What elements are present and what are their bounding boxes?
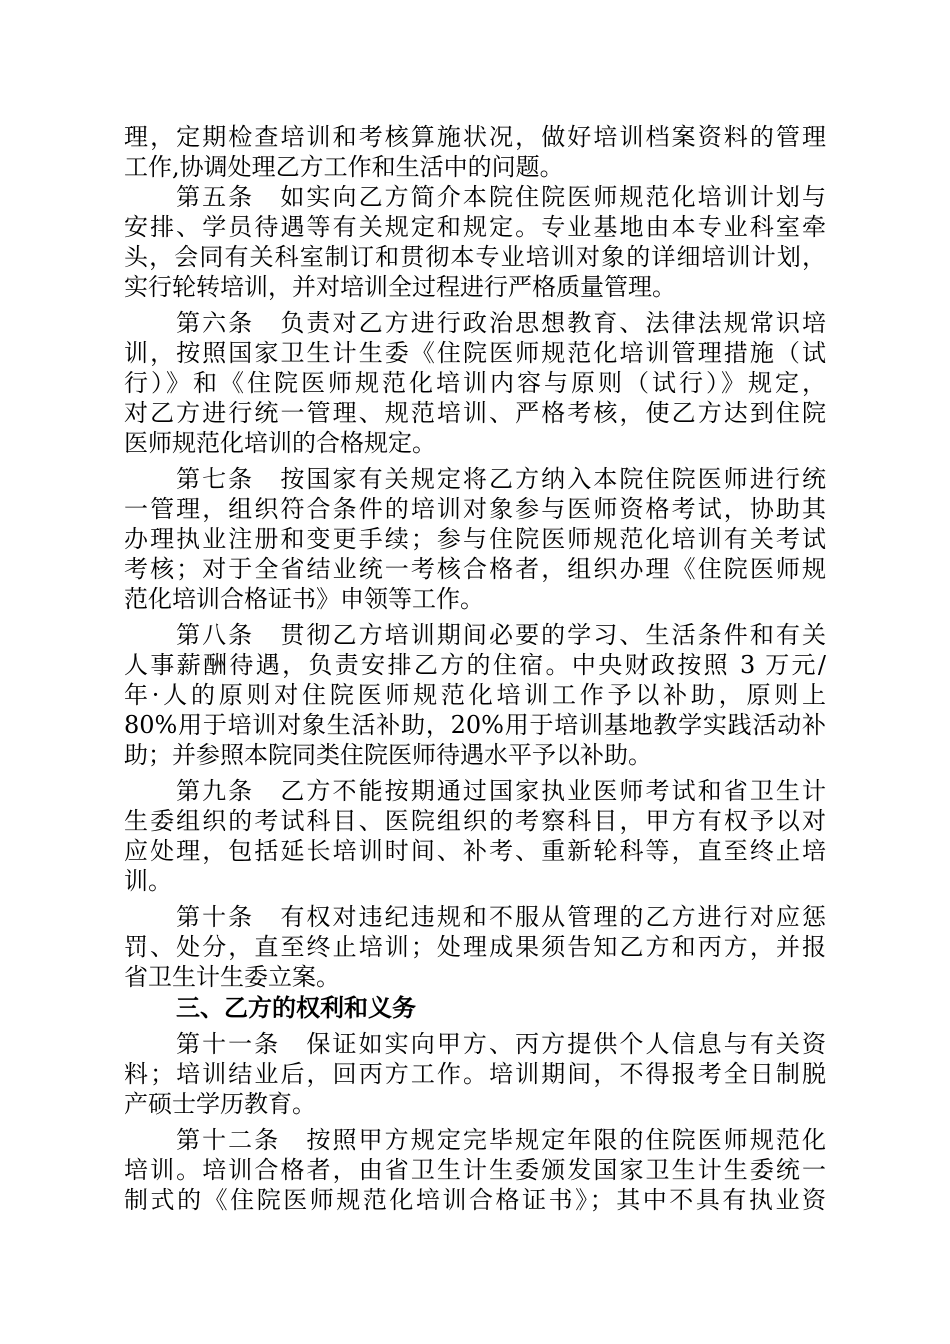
text-line: 料；培训结业后，回丙方工作。培训期间，不得报考全日制脱: [124, 1060, 826, 1088]
section-heading: 三、乙方的权利和义务: [176, 994, 416, 1022]
text-line: 80%用于培训对象生活补助，20%用于培训基地教学实践活动补: [124, 711, 826, 739]
article-10-start: 第十条 有权对违纪违规和不服从管理的乙方进行对应惩: [176, 903, 826, 931]
article-12-start: 第十二条 按照甲方规定完毕规定年限的住院医师规范化: [176, 1126, 826, 1154]
text-line: 实行轮转培训，并对培训全过程进行严格质量管理。: [124, 273, 676, 301]
text-line: 制式的《住院医师规范化培训合格证书》；其中不具有执业资: [124, 1186, 826, 1214]
article-8-start: 第八条 贯彻乙方培训期间必要的学习、生活条件和有关: [176, 621, 826, 649]
text-line: 医师规范化培训的合格规定。: [124, 429, 436, 457]
text-line: 训。: [124, 867, 172, 895]
text-line: 助；并参照本院同类住院医师待遇水平予以补助。: [124, 741, 652, 769]
text-line: 培训。培训合格者，由省卫生计生委颁发国家卫生计生委统一: [124, 1156, 826, 1184]
text-line: 罚、处分，直至终止培训；处理成果须告知乙方和丙方，并报: [124, 933, 826, 961]
text-line: 一管理，组织符合条件的培训对象参与医师资格考试，协助其: [124, 495, 826, 523]
article-7-start: 第七条 按国家有关规定将乙方纳入本院住院医师进行统: [176, 465, 826, 493]
text-line: 对乙方进行统一管理、规范培训、严格考核，使乙方达到住院: [124, 399, 826, 427]
text-line: 办理执业注册和变更手续；参与住院医师规范化培训有关考试: [124, 525, 826, 553]
text-line: 省卫生计生委立案。: [124, 963, 340, 991]
text-line: 行）》和《住院医师规范化培训内容与原则（试行）》规定，: [124, 369, 826, 397]
text-line: 头，会同有关科室制订和贯彻本专业培训对象的详细培训计划，: [124, 243, 826, 271]
text-line: 生委组织的考试科目、医院组织的考察科目，甲方有权予以对: [124, 807, 826, 835]
text-line: 工作,协调处理乙方工作和生活中的问题。: [124, 153, 564, 181]
article-11-start: 第十一条 保证如实向甲方、丙方提供个人信息与有关资: [176, 1030, 826, 1058]
text-line: 范化培训合格证书》申领等工作。: [124, 585, 484, 613]
article-6-start: 第六条 负责对乙方进行政治思想教育、法律法规常识培: [176, 309, 826, 337]
text-line: 人事薪酬待遇，负责安排乙方的住宿。中央财政按照 3 万元/: [124, 651, 826, 679]
text-line: 应处理，包括延长培训时间、补考、重新轮科等，直至终止培: [124, 837, 826, 865]
article-5-start: 第五条 如实向乙方简介本院住院医师规范化培训计划与: [176, 183, 826, 211]
text-line: 训，按照国家卫生计生委《住院医师规范化培训管理措施（试: [124, 339, 826, 367]
text-line: 考核；对于全省结业统一考核合格者，组织办理《住院医师规: [124, 555, 826, 583]
text-line: 年·人的原则对住院医师规范化培训工作予以补助，原则上: [124, 681, 826, 709]
text-line: 安排、学员待遇等有关规定和规定。专业基地由本专业科室牵: [124, 213, 826, 241]
text-line: 产硕士学历教育。: [124, 1090, 316, 1118]
text-line: 理，定期检查培训和考核算施状况，做好培训档案资料的管理: [124, 123, 826, 151]
article-9-start: 第九条 乙方不能按期通过国家执业医师考试和省卫生计: [176, 777, 826, 805]
